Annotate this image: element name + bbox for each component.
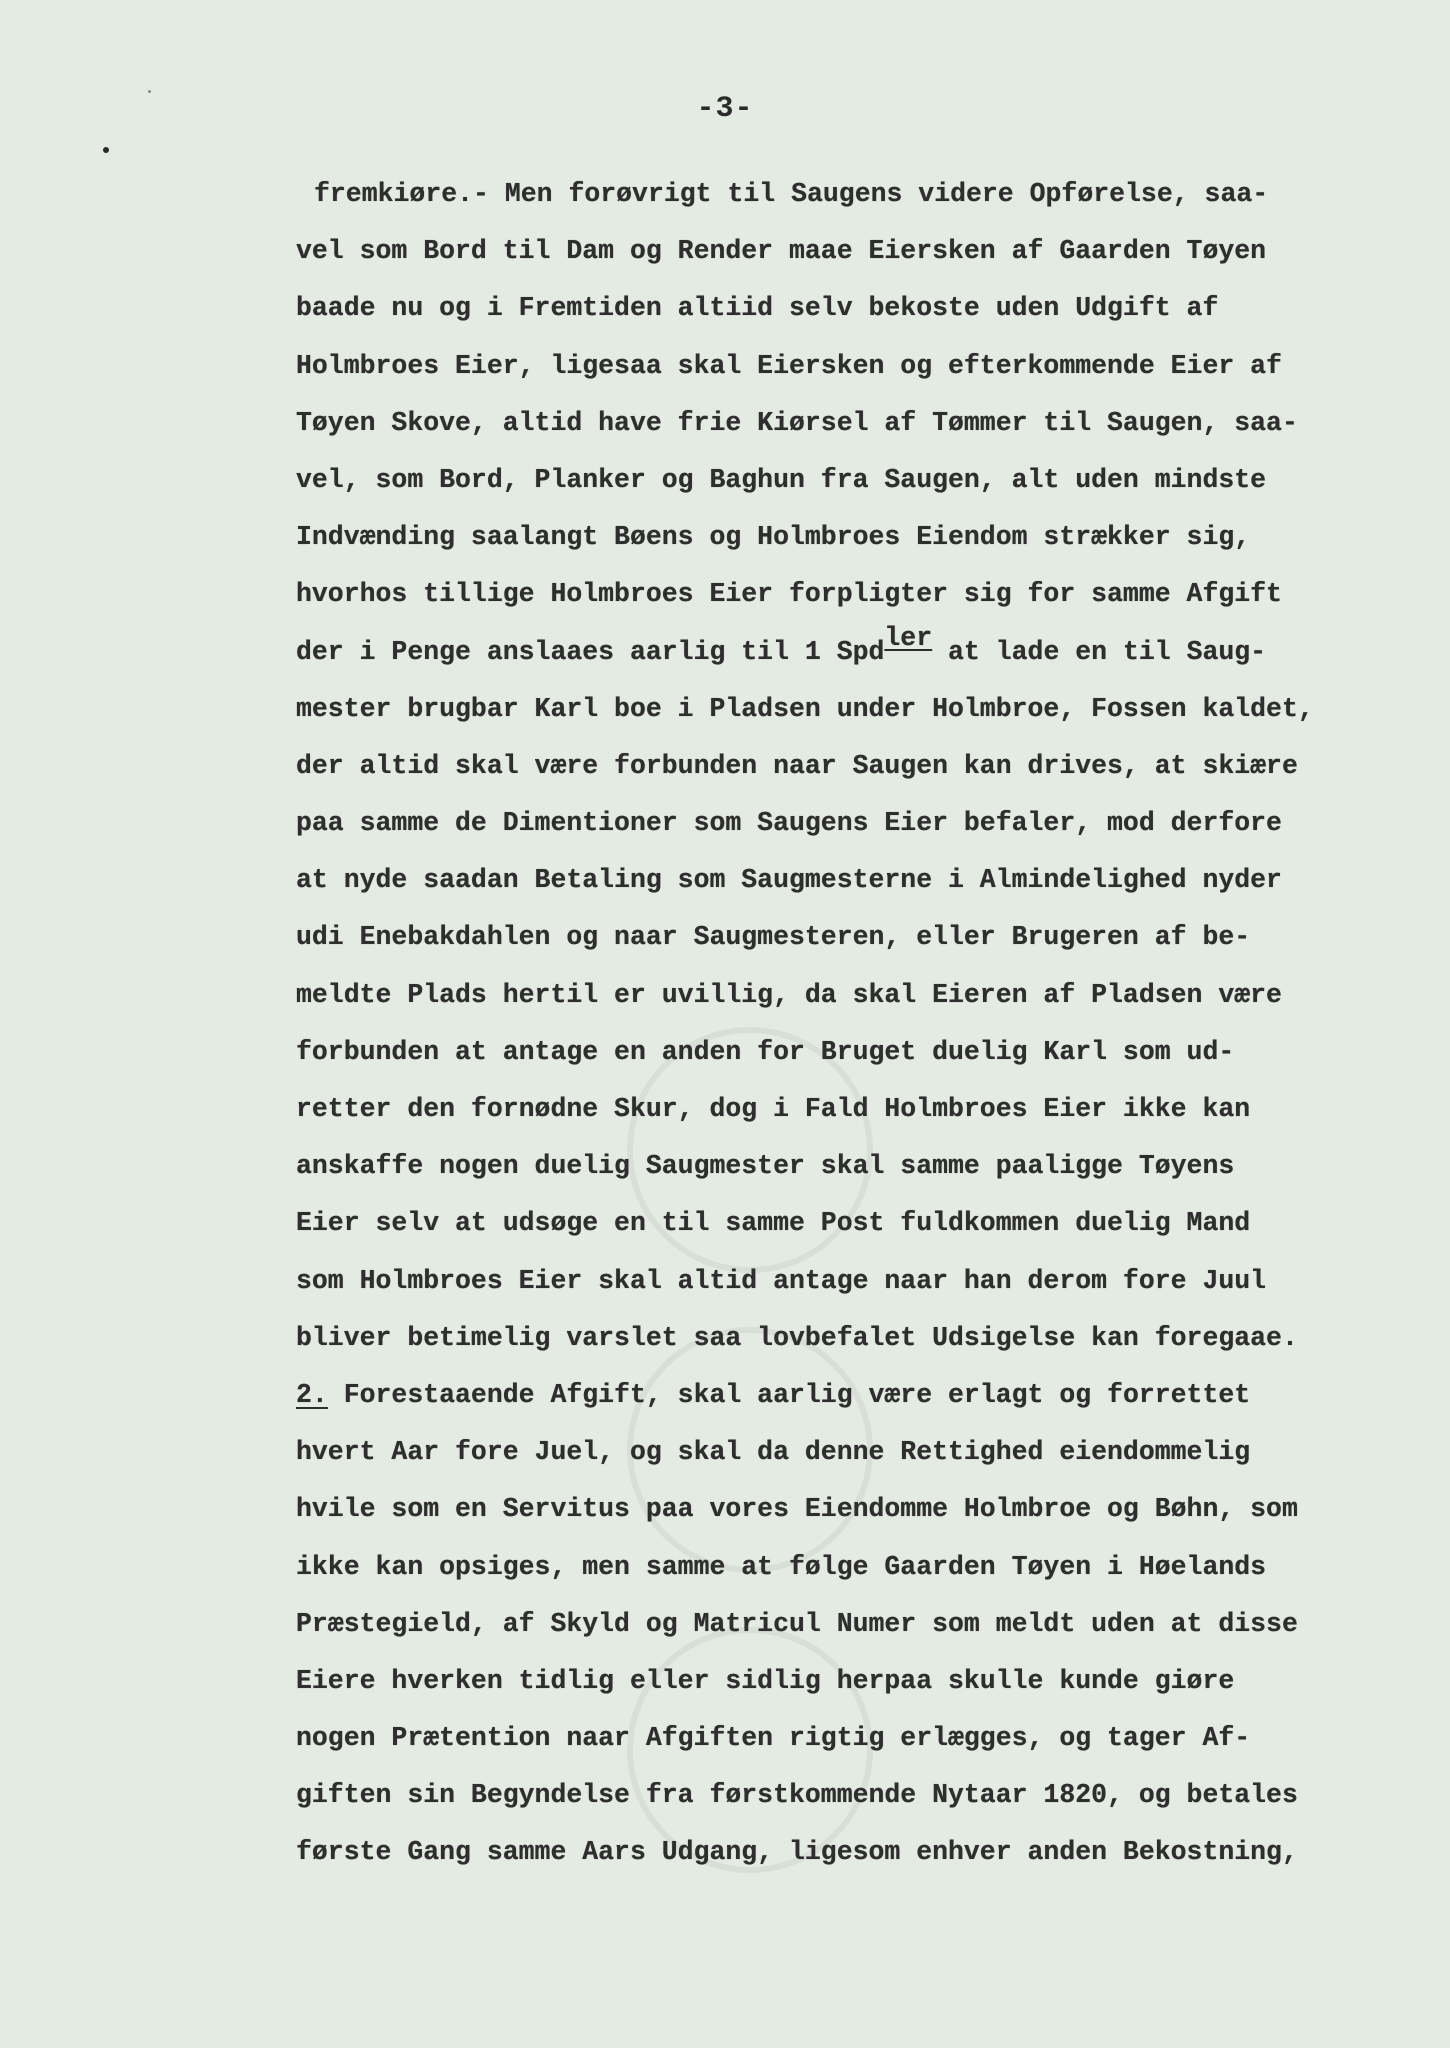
text-line: første Gang samme Aars Udgang, ligesom enhver anden Bekostning, xyxy=(296,1837,1298,1868)
page-number: -3- xyxy=(696,92,754,126)
section-number: 2. xyxy=(296,1379,328,1410)
text-line: retter den fornødne Skur, dog i Fald Holmbroes Eier ikke kan xyxy=(296,1094,1251,1124)
text-line: vel, som Bord, Planker og Baghun fra Saugen, alt uden mindste xyxy=(296,464,1267,495)
body-text xyxy=(296,166,1416,1882)
text-line: Eier selv at udsøge en til samme Post fuldkommen duelig Mand xyxy=(296,1208,1251,1239)
text-line: Tøyen Skove, altid have frie Kiørsel af Tømmer til Saugen, saa- xyxy=(296,407,1298,438)
text-line: fremkiøre.- Men forøvrigt til Saugens videre Opførelse, saa- xyxy=(314,179,1269,209)
text-line: der altid skal være forbunden naar Saugen kan drives, at skiære xyxy=(296,750,1298,781)
text-line: hvorhos tillige Holmbroes Eier forpligter sig for samme Afgift xyxy=(296,579,1282,610)
text-line: Præstegield, af Skyld og Matricul Numer som meldt uden at disse xyxy=(296,1608,1298,1639)
text-line: forbunden at antage en anden for Bruget duelig Karl som ud- xyxy=(296,1036,1235,1067)
text-line: ikke kan opsiges, men samme at følge Gaarden Tøyen i Høelands xyxy=(296,1551,1267,1582)
text-line: giften sin Begyndelse fra førstkommende Nytaar 1820, og betales xyxy=(296,1780,1298,1811)
text-line: baade nu og i Fremtiden altiid selv bekoste uden Udgift af xyxy=(296,293,1219,324)
superscript-abbreviation: ler xyxy=(884,622,933,653)
text-line: udi Enebakdahlen og naar Saugmesteren, eller Brugeren af be- xyxy=(296,922,1251,953)
text-line: Indvænding saalangt Bøens og Holmbroes Eiendom strækker sig, xyxy=(296,522,1251,553)
text-segment: at lade en til Saug- xyxy=(932,636,1267,667)
text-line: bliver betimelig varslet saa lovbefalet Udsigelse kan foregaae. xyxy=(296,1322,1298,1353)
text-line-with-superscript xyxy=(296,624,1416,681)
text-line: hvile som en Servitus paa vores Eiendomme Holmbroe og Bøhn, som xyxy=(296,1494,1298,1525)
text-line: nogen Prætention naar Afgiften rigtig erlægges, og tager Af- xyxy=(296,1723,1251,1754)
text-line: Holmbroes Eier, ligesaa skal Eiersken og efterkommende Eier af xyxy=(296,350,1282,381)
text-segment: der i Penge anslaaes aarlig til 1 Spd xyxy=(296,636,885,667)
section-line xyxy=(296,1367,1416,1424)
text-line: paa samme de Dimentioner som Saugens Eier befaler, mod derfore xyxy=(296,808,1282,839)
text-line: som Holmbroes Eier skal altid antage naar han derom fore Juul xyxy=(296,1265,1267,1296)
ink-speck xyxy=(103,147,109,153)
text-line: meldte Plads hertil er uvillig, da skal Eieren af Pladsen være xyxy=(296,979,1282,1010)
text-line: hvert Aar fore Juel, og skal da denne Rettighed eiendommelig xyxy=(296,1437,1251,1468)
text-line: at nyde saadan Betaling som Saugmesterne i Almindelighed nyder xyxy=(296,865,1282,896)
text-line: mester brugbar Karl boe i Pladsen under Holmbroe, Fossen kaldet, xyxy=(296,693,1314,724)
text-line: vel som Bord til Dam og Render maae Eiersken af Gaarden Tøyen xyxy=(296,236,1267,267)
text-segment: Forestaaende Afgift, skal aarlig være erlagt og forrettet xyxy=(327,1379,1251,1410)
text-line: anskaffe nogen duelig Saugmester skal samme paaligge Tøyens xyxy=(296,1151,1235,1182)
text-line: Eiere hverken tidlig eller sidlig herpaa skulle kunde giøre xyxy=(296,1665,1235,1696)
